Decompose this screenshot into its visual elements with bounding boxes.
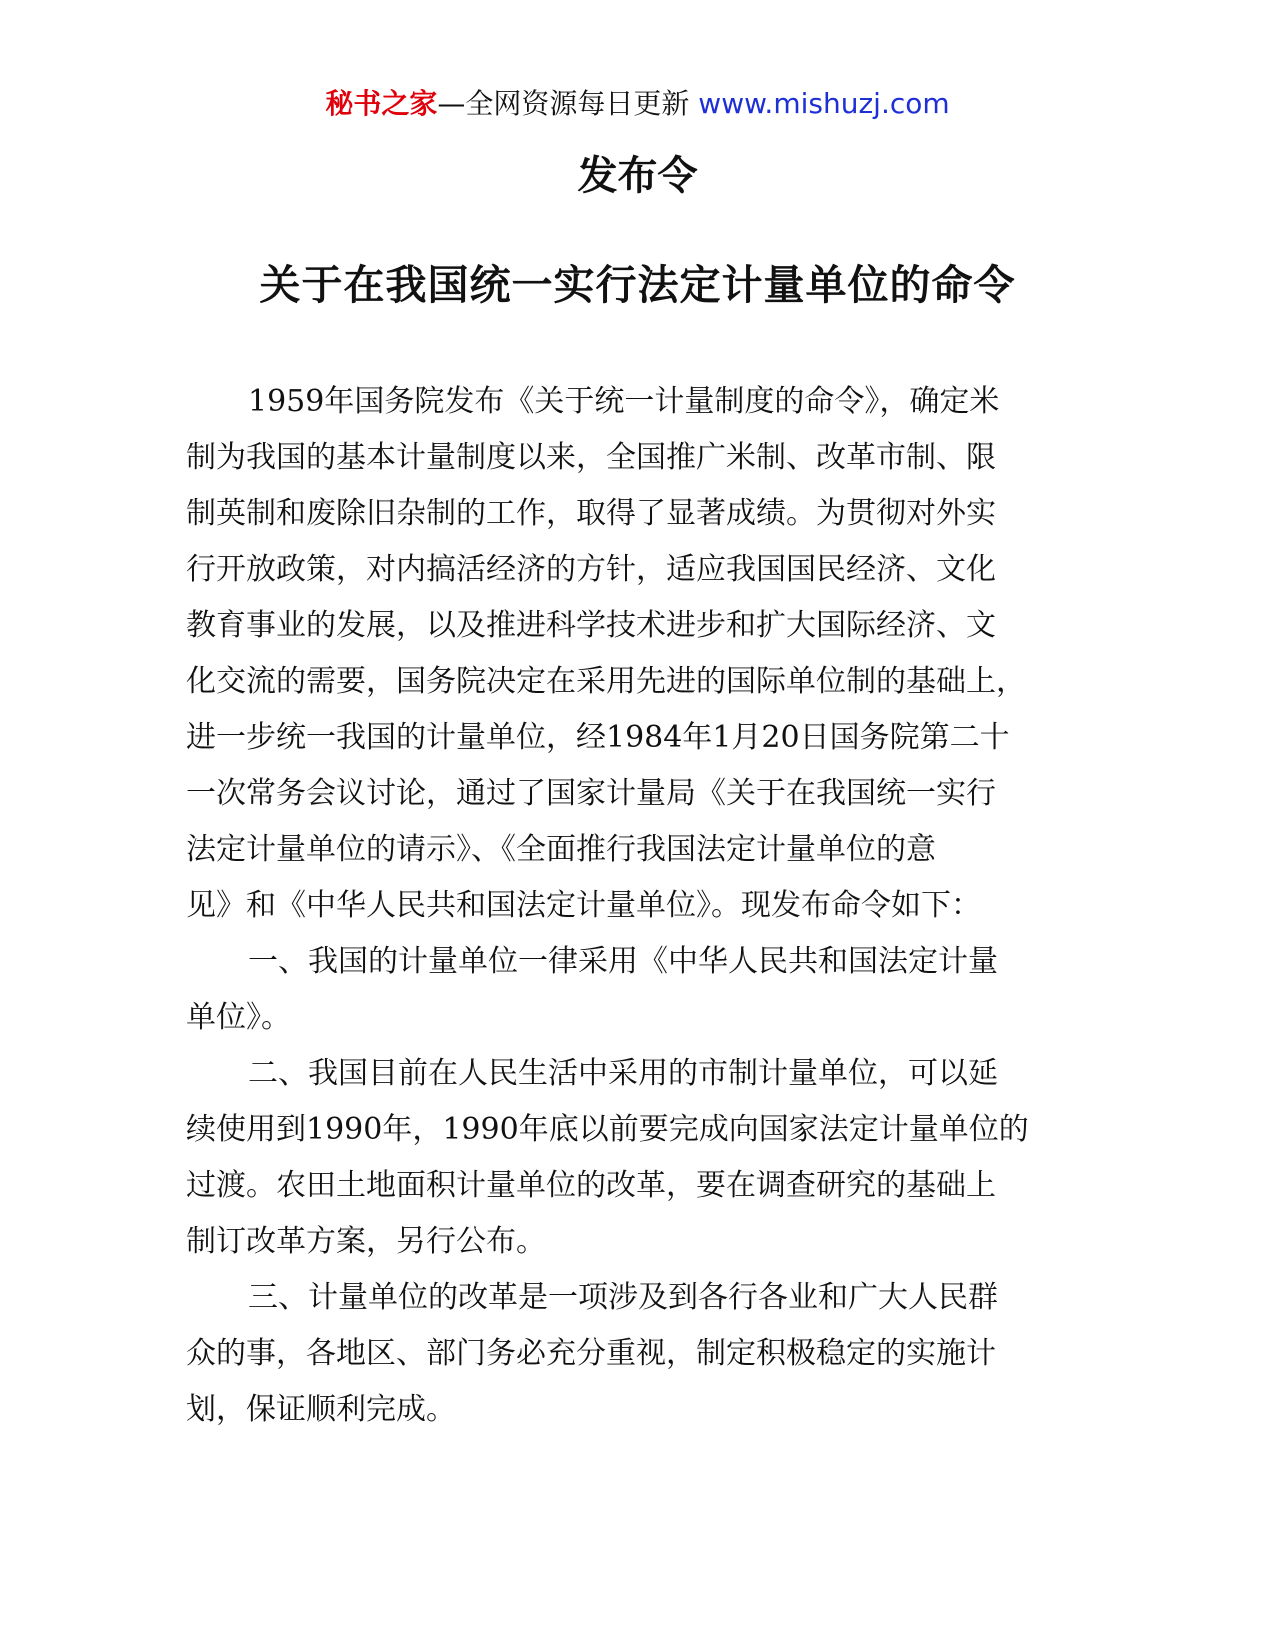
paragraph-line: 划，保证顺利完成。 (186, 1392, 456, 1427)
paragraph-preamble (186, 374, 1096, 934)
paragraph-line: 续使用到1990年，1990年底以前要完成向国家法定计量单位的 (186, 1112, 1029, 1147)
paragraph-line: 1959年国务院发布《关于统一计量制度的命令》，确定米 (248, 384, 1000, 419)
site-slogan: —全网资源每日更新 (437, 87, 690, 120)
paragraph-line: 二、我国目前在人民生活中采用的市制计量单位，可以延 (248, 1056, 998, 1091)
paragraph-article-3 (186, 1270, 1096, 1438)
paragraph-line: 三、计量单位的改革是一项涉及到各行各业和广大人民群 (248, 1280, 998, 1315)
paragraph-line: 单位》。 (186, 1000, 291, 1035)
paragraph-article-2 (186, 1046, 1096, 1270)
paragraph-line: 制为我国的基本计量制度以来，全国推广米制、改革市制、限 (186, 440, 996, 475)
paragraph-line: 进一步统一我国的计量单位，经1984年1月20日国务院第二十 (186, 720, 1010, 755)
document-body (186, 374, 1096, 1438)
site-url-link[interactable]: www.mishuzj.com (698, 87, 950, 120)
paragraph-article-1 (186, 934, 1096, 1046)
paragraph-line: 众的事，各地区、部门务必充分重视，制定积极稳定的实施计 (186, 1336, 996, 1371)
document-type-heading: 发布令 (577, 153, 698, 199)
paragraph-line: 制英制和废除旧杂制的工作，取得了显著成绩。为贯彻对外实 (186, 496, 996, 531)
paragraph-line: 一、我国的计量单位一律采用《中华人民共和国法定计量 (248, 944, 998, 979)
paragraph-line: 法定计量单位的请示》、《全面推行我国法定计量单位的意 (186, 832, 936, 867)
paragraph-line: 化交流的需要，国务院决定在采用先进的国际单位制的基础上， (186, 664, 1026, 699)
paragraph-line: 教育事业的发展，以及推进科学技术进步和扩大国际经济、文 (186, 608, 996, 643)
site-brand: 秘书之家 (325, 87, 438, 120)
site-header (0, 84, 1275, 124)
paragraph-line: 见》和《中华人民共和国法定计量单位》。现发布命令如下： (186, 888, 981, 923)
paragraph-line: 一次常务会议讨论，通过了国家计量局《关于在我国统一实行 (186, 776, 996, 811)
paragraph-line: 过渡。农田土地面积计量单位的改革，要在调查研究的基础上 (186, 1168, 996, 1203)
paragraph-line: 制订改革方案，另行公布。 (186, 1224, 546, 1259)
document-title: 关于在我国统一实行法定计量单位的命令 (259, 261, 1016, 309)
paragraph-line: 行开放政策，对内搞活经济的方针，适应我国国民经济、文化 (186, 552, 996, 587)
